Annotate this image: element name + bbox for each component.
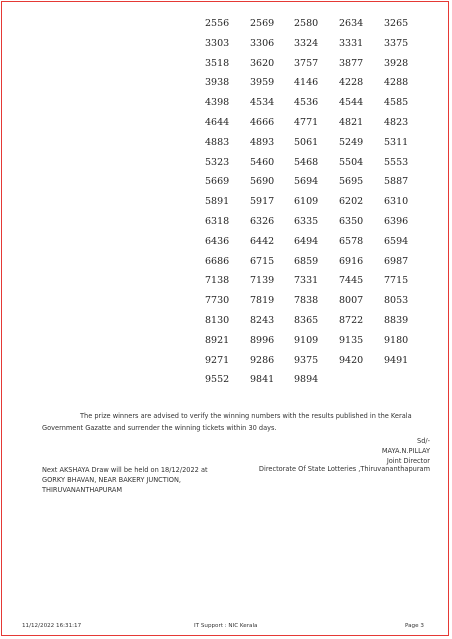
winning-number: 4288 xyxy=(384,77,409,89)
footer-page-number: Page 3 xyxy=(405,623,424,629)
notice-line-2: Government Gazatte and surrender the winning tickets within 30 days. xyxy=(42,424,277,432)
winning-number: 4823 xyxy=(384,117,409,128)
winning-number: 3265 xyxy=(384,18,409,29)
winning-number: 9552 xyxy=(205,374,230,386)
winning-number: 3757 xyxy=(294,57,319,69)
winning-number: 5311 xyxy=(384,136,409,148)
winning-number: 5061 xyxy=(294,136,319,148)
winning-number: 8996 xyxy=(250,334,275,346)
winning-number: 3306 xyxy=(250,37,275,49)
winning-number: 9180 xyxy=(384,334,409,346)
footer-timestamp: 11/12/2022 16:31:17 xyxy=(22,623,82,629)
number-row xyxy=(0,216,452,236)
winning-number: 6594 xyxy=(384,235,409,247)
winning-number: 6686 xyxy=(205,255,230,267)
winning-number: 5468 xyxy=(294,156,319,168)
number-row xyxy=(0,176,452,196)
winning-number: 4534 xyxy=(250,97,275,109)
winning-number: 3928 xyxy=(384,57,409,69)
winning-number: 4585 xyxy=(384,97,409,109)
winning-number: 7730 xyxy=(205,295,230,307)
number-row xyxy=(0,355,452,375)
winning-number: 3303 xyxy=(205,37,230,49)
winning-number: 6335 xyxy=(294,216,319,227)
signature-name: MAYA.N.PILLAY xyxy=(381,447,430,455)
winning-number: 6396 xyxy=(384,216,409,227)
signature-title: Joint Director xyxy=(386,457,430,465)
winning-number: 3518 xyxy=(205,57,230,69)
winning-number: 4666 xyxy=(250,117,275,128)
winning-number: 6494 xyxy=(294,235,319,247)
winning-number: 7819 xyxy=(250,295,275,307)
winning-number: 5887 xyxy=(384,176,409,188)
winning-number: 5669 xyxy=(205,176,230,188)
number-row xyxy=(0,18,452,38)
winning-number: 4771 xyxy=(294,117,319,128)
number-row xyxy=(0,196,452,216)
winning-number: 5695 xyxy=(339,176,364,188)
winning-number: 5249 xyxy=(339,136,364,148)
winning-number: 6442 xyxy=(250,235,275,247)
winning-number: 8053 xyxy=(384,295,409,307)
number-row xyxy=(0,295,452,315)
winning-number: 8007 xyxy=(339,295,364,307)
number-row xyxy=(0,374,452,394)
winning-number: 2580 xyxy=(294,18,319,29)
number-row xyxy=(0,38,452,58)
winning-number: 6987 xyxy=(384,255,409,267)
winning-number: 2556 xyxy=(205,18,230,29)
winning-number: 7138 xyxy=(205,275,230,287)
number-row xyxy=(0,256,452,276)
winning-number: 3375 xyxy=(384,37,409,49)
winning-number: 4536 xyxy=(294,97,319,109)
winning-number: 6715 xyxy=(250,255,275,267)
number-row xyxy=(0,275,452,295)
winning-number: 5917 xyxy=(250,196,275,208)
number-row xyxy=(0,157,452,177)
winning-number: 6916 xyxy=(339,255,364,267)
winning-number: 3959 xyxy=(250,77,275,89)
winning-number: 5460 xyxy=(250,156,275,168)
winning-number: 8921 xyxy=(205,334,230,346)
signature-sd: Sd/- xyxy=(417,437,430,445)
winning-number: 6578 xyxy=(339,235,364,247)
number-row xyxy=(0,137,452,157)
winning-number: 9109 xyxy=(294,334,319,346)
winning-number: 9420 xyxy=(339,354,364,366)
winning-number: 5504 xyxy=(339,156,364,168)
footer-support: IT Support : NIC Kerala xyxy=(194,623,258,629)
winning-number: 4893 xyxy=(250,136,275,148)
winning-number: 7139 xyxy=(250,275,275,287)
notice-line-1: The prize winners are advised to verify the winning numbers with the results published in the Kerala xyxy=(80,412,412,420)
number-row xyxy=(0,58,452,78)
winning-number: 4821 xyxy=(339,117,364,128)
winning-number: 6436 xyxy=(205,235,230,247)
number-row xyxy=(0,117,452,137)
winning-number: 8722 xyxy=(339,315,364,326)
winning-number: 8365 xyxy=(294,315,319,326)
winning-number: 3331 xyxy=(339,37,364,49)
winning-number: 3620 xyxy=(250,57,275,69)
winning-number: 6326 xyxy=(250,216,275,227)
winning-number: 6109 xyxy=(294,196,319,208)
number-row xyxy=(0,315,452,335)
number-row xyxy=(0,77,452,97)
winning-number: 8243 xyxy=(250,315,275,326)
prize-notice xyxy=(42,410,422,434)
winning-number: 6318 xyxy=(205,216,230,227)
winning-number: 6202 xyxy=(339,196,364,208)
winning-number: 4883 xyxy=(205,136,230,148)
winning-number: 5323 xyxy=(205,156,230,168)
winning-number: 5891 xyxy=(205,196,230,208)
winning-number: 6350 xyxy=(339,216,364,227)
winning-number: 9286 xyxy=(250,354,275,366)
winning-number: 5694 xyxy=(294,176,319,188)
winning-number: 7445 xyxy=(339,275,364,287)
winning-number: 9375 xyxy=(294,354,319,366)
winning-number: 9135 xyxy=(339,334,364,346)
winning-number: 9841 xyxy=(250,374,275,386)
winning-number: 4544 xyxy=(339,97,364,109)
winning-number: 9894 xyxy=(294,374,319,386)
winning-number: 5690 xyxy=(250,176,275,188)
winning-number: 6310 xyxy=(384,196,409,208)
winning-number: 4398 xyxy=(205,97,230,109)
winning-number: 2569 xyxy=(250,18,275,29)
winning-number: 9491 xyxy=(384,354,409,366)
number-row xyxy=(0,335,452,355)
winning-number: 6859 xyxy=(294,255,319,267)
winning-number: 7838 xyxy=(294,295,319,307)
winning-number: 9271 xyxy=(205,354,230,366)
department-name: Directorate Of State Lotteries ,Thiruvananthapuram xyxy=(258,465,430,473)
next-draw-info xyxy=(42,465,208,495)
winning-number: 7715 xyxy=(384,275,409,287)
winning-number: 3877 xyxy=(339,57,364,69)
next-draw-line-3: THIRUVANANTHAPURAM xyxy=(42,486,123,494)
number-row xyxy=(0,236,452,256)
winning-number: 4644 xyxy=(205,117,230,128)
winning-number: 3938 xyxy=(205,77,230,89)
number-row xyxy=(0,97,452,117)
winning-number: 3324 xyxy=(294,37,319,49)
winning-number: 7331 xyxy=(294,275,319,287)
winning-number: 4146 xyxy=(294,77,319,89)
winning-number: 4228 xyxy=(339,77,364,89)
next-draw-line-1: Next AKSHAYA Draw will be held on 18/12/2022 at xyxy=(42,466,208,474)
winning-number: 8839 xyxy=(384,315,409,326)
winning-number: 2634 xyxy=(339,18,364,29)
winning-number: 8130 xyxy=(205,315,230,326)
next-draw-line-2: GORKY BHAVAN, NEAR BAKERY JUNCTION, xyxy=(42,476,181,484)
winning-number: 5553 xyxy=(384,156,409,168)
